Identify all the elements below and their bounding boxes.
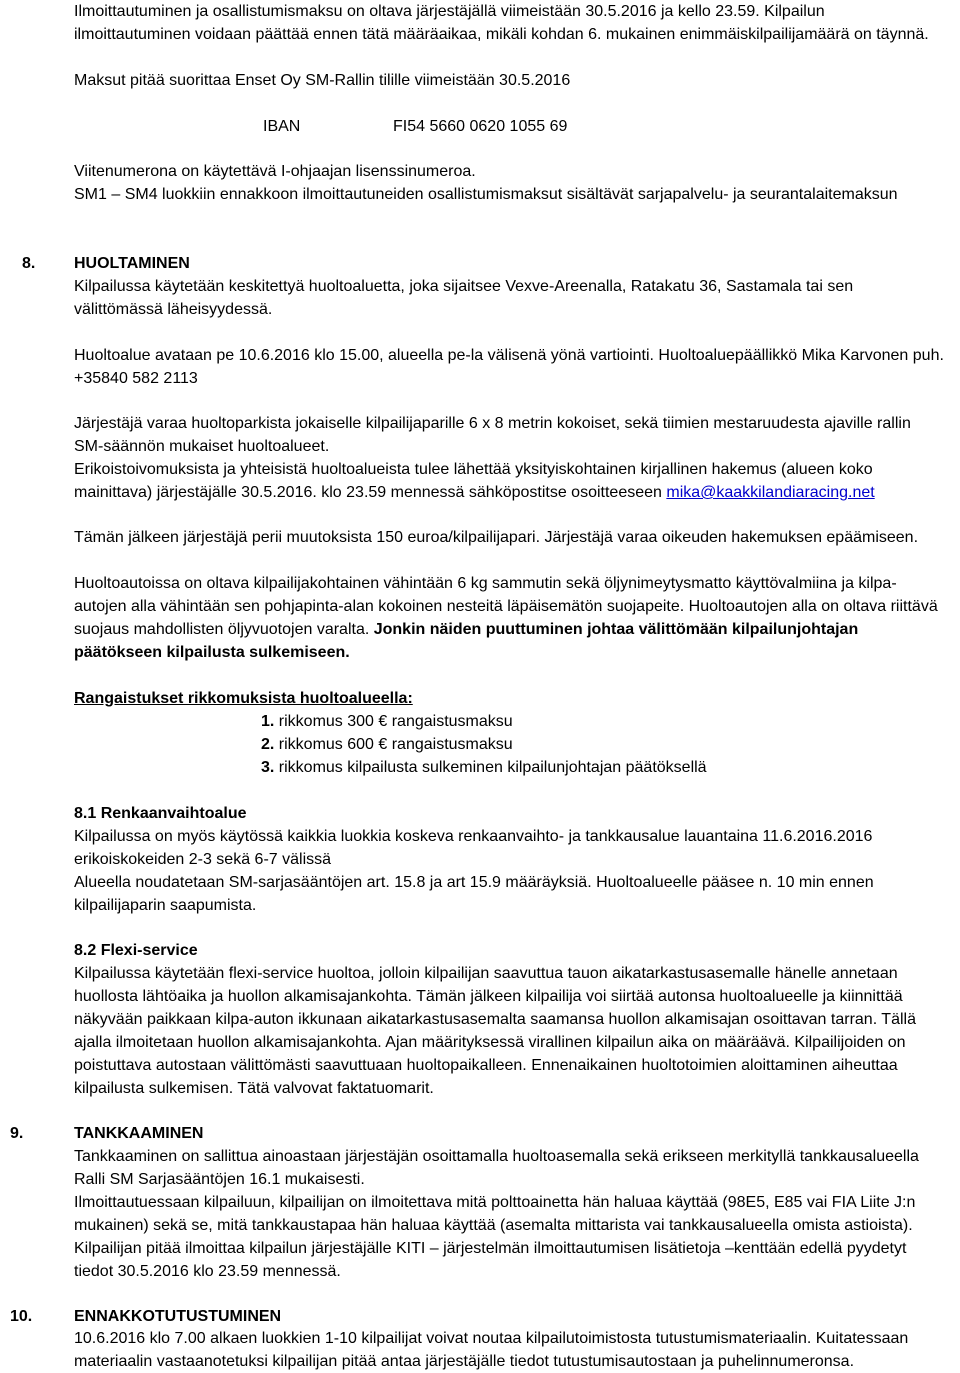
paragraph-line: erikoiskokeiden 2-3 sekä 6-7 välissä [74, 851, 332, 868]
penalty-number: 3. [261, 759, 275, 776]
paragraph-line: poistuttava autostaan välittömästi saavuttuaan huoltopaikalleen. Ennenaikainen huoltotoimien aloittaminen aiheuttaa [74, 1057, 898, 1074]
paragraph-line: Huoltoalue avataan pe 10.6.2016 klo 15.00, alueella pe-la välisenä yönä vartiointi. Huoltoaluepäällikkö Mika Karvonen puh. [74, 347, 944, 364]
email-link[interactable]: mika@kaakkilandiaracing.net [666, 484, 875, 501]
penalty-number: 2. [261, 736, 275, 753]
section-title: TANKKAAMINEN [74, 1125, 204, 1142]
penalty-number: 1. [261, 713, 275, 730]
paragraph-line: Alueella noudatetaan SM-sarjasääntöjen art. 15.8 ja art 15.9 määräyksiä. Huoltoalueelle pääsee n. 10 min ennen [74, 874, 874, 891]
penalty-text: rikkomus 300 € rangaistusmaksu [274, 713, 513, 730]
penalty-text: rikkomus 600 € rangaistusmaksu [274, 736, 513, 753]
paragraph-text: suojaus mahdollisten öljyvuotojen varalta. [74, 621, 374, 638]
subsection-title: 8.2 Flexi-service [74, 942, 198, 959]
section-title: HUOLTAMINEN [74, 255, 190, 272]
paragraph-line: materiaalin vastaanotetuksi kilpailijan pitää antaa järjestäjälle tiedot tutustumisautostaan ja puhelinnumeronsa. [74, 1353, 855, 1370]
section-number: 9. [10, 1125, 24, 1142]
paragraph-line: Kilpailussa on myös käytössä kaikkia luokkia koskeva renkaanvaihto- ja tankkausalue lauantaina 11.6.2016.2016 [74, 828, 873, 845]
iban-label: IBAN [263, 118, 301, 135]
paragraph-line: tiedot 30.5.2016 klo 23.59 mennessä. [74, 1263, 341, 1280]
reference-text: Viitenumerona on käytettävä I-ohjaajan lisenssinumeroa. [74, 163, 476, 180]
paragraph-line: ajalla ilmoitetaan huollon alkamisajankohta. Ajan määrityksessä virallinen kilpailun aika on määräävä. Kilpailijoiden on [74, 1034, 906, 1051]
paragraph-line: Kilpailussa käytetään flexi-service huoltoa, jolloin kilpailijan saavuttua tauon aikatarkastusasemalle hänelle annetaan [74, 965, 898, 982]
section-number: 10. [10, 1308, 33, 1325]
paragraph-line: kilpailijaparin saapumista. [74, 897, 257, 914]
payment-text: Maksut pitää suorittaa Enset Oy SM-Rallin tilille viimeistään 30.5.2016 [74, 72, 571, 89]
section-title: ENNAKKOTUTUSTUMINEN [74, 1308, 282, 1325]
paragraph-line [74, 618, 858, 641]
paragraph-line: Kilpailijan pitää ilmoittaa kilpailun järjestäjälle KITI – järjestelmän ilmoittautumisen lisätietoja –kenttään edellä pyydetyt [74, 1240, 907, 1257]
penalty-text: rikkomus kilpailusta sulkeminen kilpailunjohtajan päätöksellä [274, 759, 707, 776]
phone-number: +35840 582 2113 [74, 370, 198, 387]
paragraph-line: mukainen) sekä se, mitä tankkaustapaa hän haluaa käyttää (asemalta mittarista vai tankkausalueella omista astioista). [74, 1217, 913, 1234]
paragraph-line: Erikoistoivomuksista ja yhteisistä huoltoalueista tulee lähettää yksityiskohtainen kirjallinen hakemus (alueen koko [74, 461, 873, 478]
paragraph-line: SM-säännön mukaiset huoltoalueet. [74, 438, 330, 455]
subsection-title: 8.1 Renkaanvaihtoalue [74, 805, 247, 822]
paragraph-line: Tankkaaminen on sallittua ainoastaan järjestäjän osoittamalla huoltoasemalla sekä erikseen merkityllä tankkausalueella [74, 1148, 919, 1165]
paragraph-line: huollosta lähtöaika ja huollon alkamisajankohta. Tämän jälkeen kilpailija voi siirtää autonsa huoltoalueelle ja kiinnittää [74, 988, 903, 1005]
section-number: 8. [22, 255, 36, 272]
paragraph-line: Ilmoittautuessaan kilpailuun, kilpailijan on ilmoitettava mitä polttoainetta hän haluaa käyttää (98E5, E85 vai FIA Liite J:n [74, 1194, 916, 1211]
paragraph-line: autojen alla vähintään sen pohjapinta-alan kokoinen nesteitä läpäisemätön suojapeite. Huoltoautojen alla on oltava riittävä [74, 598, 938, 615]
paragraph-line: Tämän jälkeen järjestäjä perii muutoksista 150 euroa/kilpailijapari. Järjestäjä varaa oikeuden hakemuksen epäämiseen. [74, 529, 919, 546]
paragraph-text: mainittava) järjestäjälle 30.5.2016. klo 23.59 mennessä sähköpostitse osoitteeseen [74, 484, 667, 501]
paragraph-line: näkyvään paikkaan kilpa-auton ikkunaan aikatarkastusasemalta saamansa huollon alkamisajan osoittavan tarran. Tällä [74, 1011, 916, 1028]
sm-classes-text: SM1 – SM4 luokkiin ennakkoon ilmoittautuneiden osallistumismaksut sisältävät sarjapalvelu- ja seurantalaitemaksun [74, 186, 898, 203]
iban-value: FI54 5660 0620 1055 69 [393, 118, 568, 135]
paragraph-line [74, 481, 875, 504]
penalty-item [261, 733, 513, 756]
paragraph-line: Kilpailussa käytetään keskitettyä huoltoaluetta, joka sijaitsee Vexve-Areenalla, Ratakatu 36, Sastamala tai sen [74, 278, 854, 295]
paragraph-line: Järjestäjä varaa huoltoparkista jokaiselle kilpailijaparille 6 x 8 metrin kokoiset, sekä tiimien mestaruudesta ajaville rallin [74, 415, 911, 432]
intro-line: ilmoittautuminen voidaan päättää ennen tätä määräaikaa, mikäli kohdan 6. mukainen enimmäiskilpailijamäärä on täynnä. [74, 26, 929, 43]
intro-line: Ilmoittautuminen ja osallistumismaksu on oltava järjestäjällä viimeistään 30.5.2016 ja kello 23.59. Kilpailun [74, 3, 825, 20]
paragraph-line: Huoltoautoissa on oltava kilpailijakohtainen vähintään 6 kg sammutin sekä öljynimeytysmatto käyttövalmiina ja kilpa- [74, 575, 897, 592]
penalty-item [261, 756, 707, 779]
bold-warning: Jonkin näiden puuttuminen johtaa välittömään kilpailunjohtajan [373, 621, 859, 638]
bold-warning: päätökseen kilpailusta sulkemiseen. [74, 644, 350, 661]
paragraph-line: välittömässä läheisyydessä. [74, 301, 273, 318]
penalty-item [261, 710, 513, 733]
penalty-title: Rangaistukset rikkomuksista huoltoalueella: [74, 690, 413, 707]
paragraph-line: 10.6.2016 klo 7.00 alkaen luokkien 1-10 kilpailijat voivat noutaa kilpailutoimistosta tutustumismateriaalin. Kuitatessaan [74, 1330, 909, 1347]
paragraph-line: kilpailusta sulkemisen. Tätä valvovat faktatuomarit. [74, 1080, 434, 1097]
paragraph-line: Ralli SM Sarjasääntöjen 16.1 mukaisesti. [74, 1171, 365, 1188]
